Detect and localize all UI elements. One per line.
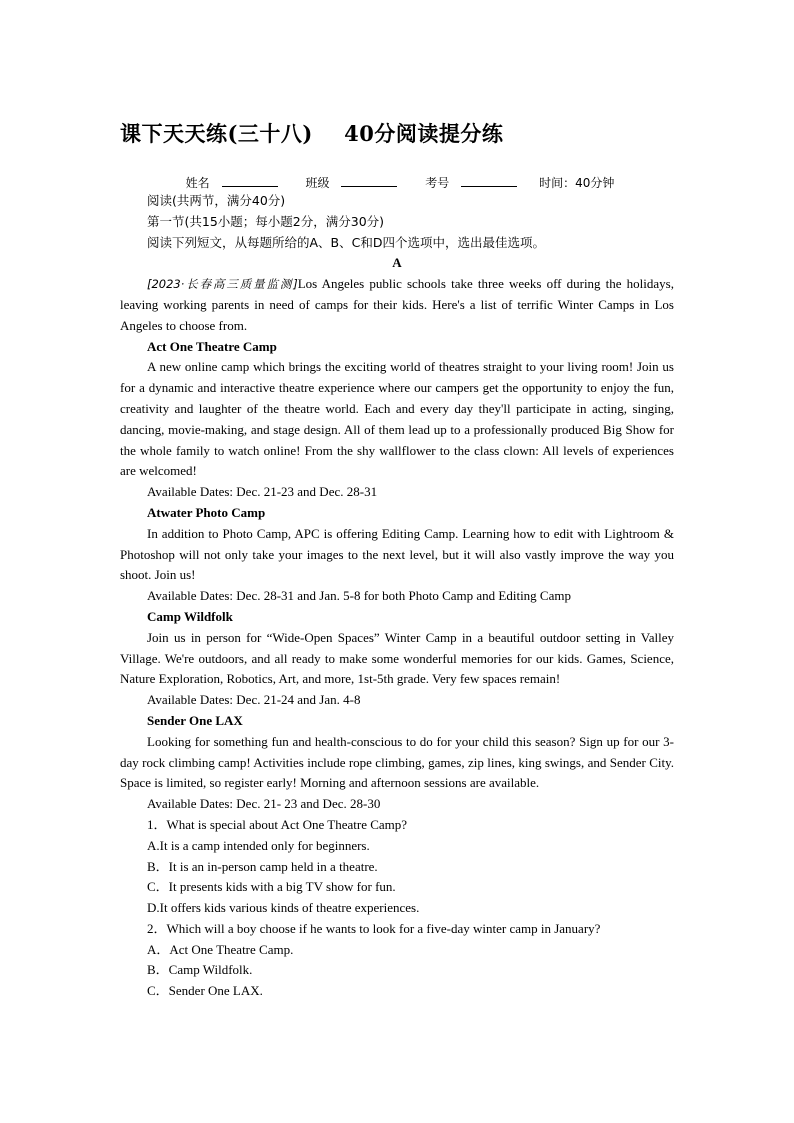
instructions: 阅读下列短文，从每题所给的A、B、C和D四个选项中，选出最佳选项。 xyxy=(147,234,545,250)
content xyxy=(120,191,674,1002)
camp-description: Looking for something fun and health-conscious to do for your child this season? Sign up for our 3-day rock climbing camp! Activities include rope climbing, games, zip lines, king swings, and Sender City. Space is limited, so register early! Morning and afternoon sessions are available. xyxy=(120,733,674,791)
class-label: 班级 xyxy=(305,176,330,190)
intro-paragraph xyxy=(120,274,674,336)
class-blank[interactable] xyxy=(341,175,397,187)
camp-description: In addition to Photo Camp, APC is offering Editing Camp. Learning how to edit with Lightroom & Photoshop will not only take your images to the next level, but it will also vastly improve the way you shoot. Join us! xyxy=(120,525,674,583)
camp-section xyxy=(120,503,674,607)
name-label: 姓名 xyxy=(185,176,210,190)
camp-dates: Available Dates: Dec. 21-23 and Dec. 28-31 xyxy=(147,484,378,500)
camp-dates: Available Dates: Dec. 28-31 and Jan. 5-8 for both Photo Camp and Editing Camp xyxy=(147,588,571,604)
answer-option[interactable]: A．Act One Theatre Camp. xyxy=(147,941,294,957)
camp-section xyxy=(120,337,674,503)
camp-description: A new online camp which brings the exciting world of theatres straight to your living room! Join us for a dynamic and interactive theatre experience where our campers get the opportunity to enjoy the fun, creativity and laughter of the theatre world. Each and every day they'll participate in acting, singing, dancing, movie-making, and stage design. All of them lead up to a professionally produced Big Show for the whole family to watch online! From the shy wallflower to the class clown: All levels of experiences are welcomed! xyxy=(120,359,674,479)
source-tag: [2023·长春高三质量监测] xyxy=(147,277,298,292)
camp-name: Atwater Photo Camp xyxy=(147,504,266,520)
camp-section xyxy=(120,607,674,711)
camp-name: Sender One LAX xyxy=(147,712,243,728)
camp-name: Act One Theatre Camp xyxy=(147,338,277,354)
passage-label: A xyxy=(392,255,402,271)
camp-section xyxy=(120,711,674,815)
answer-option[interactable]: C．Sender One LAX. xyxy=(147,983,263,999)
question-stem: 1．What is special about Act One Theatre Camp? xyxy=(147,816,408,832)
intro-text: Los Angeles public schools take three weeks off during the holidays, leaving working parents in need of camps for their kids. Here's a list of terrific Winter Camps in Los Angeles to choose from. xyxy=(120,276,674,333)
question-2 xyxy=(120,919,674,1002)
time-label: 时间：40分钟 xyxy=(539,176,615,190)
answer-option[interactable]: A.It is a camp intended only for beginners. xyxy=(147,837,370,853)
section-header: 阅读(共两节，满分40分) xyxy=(147,193,286,208)
name-field[interactable] xyxy=(180,176,284,190)
camp-dates: Available Dates: Dec. 21-24 and Jan. 4-8 xyxy=(147,692,361,708)
question-1 xyxy=(120,815,674,919)
answer-option[interactable]: D.It offers kids various kinds of theatre experiences. xyxy=(147,900,420,916)
number-blank[interactable] xyxy=(461,175,517,187)
answer-option[interactable]: B．Camp Wildfolk. xyxy=(147,962,253,978)
class-field[interactable] xyxy=(299,176,403,190)
answer-option[interactable]: B．It is an in-person camp held in a theatre. xyxy=(147,858,378,874)
camp-description: Join us in person for “Wide-Open Spaces” Winter Camp in a beautiful outdoor setting in Valley Village. We're outdoors, and all ready to make some wonderful memories for our kids. Games, Science, Nature Exploration, Robotics, Art, and more, 1st-5th grade. Very few spaces remain! xyxy=(120,629,674,687)
section-subheader: 第一节(共15小题；每小题2分，满分30分) xyxy=(147,213,385,229)
camp-dates: Available Dates: Dec. 21- 23 and Dec. 28-30 xyxy=(147,796,381,812)
answer-option[interactable]: C．It presents kids with a big TV show for fun. xyxy=(147,879,396,895)
camp-name: Camp Wildfolk xyxy=(147,608,233,624)
number-field[interactable] xyxy=(419,176,523,190)
name-blank[interactable] xyxy=(222,175,278,187)
student-info-line xyxy=(0,174,794,191)
question-stem: 2．Which will a boy choose if he wants to look for a five-day winter camp in January? xyxy=(147,920,601,936)
page-title: 课下天天练(三十八) 40分阅读提分练 xyxy=(120,121,504,146)
number-label: 考号 xyxy=(425,176,450,190)
